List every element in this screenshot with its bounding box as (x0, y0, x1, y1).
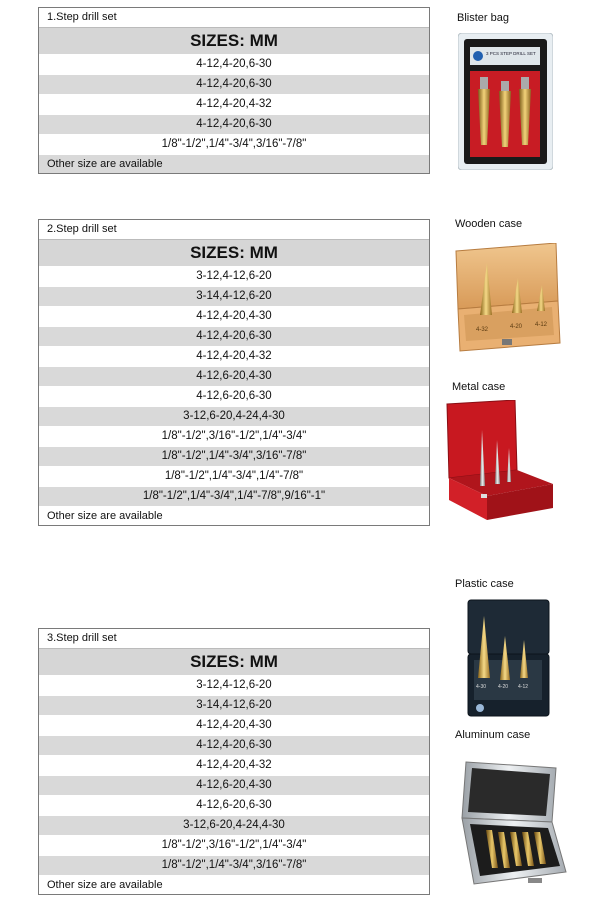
caption-aluminum-case: Aluminum case (455, 729, 531, 741)
caption-wooden-case: Wooden case (455, 218, 523, 230)
table-title: 3.Step drill set (47, 632, 117, 644)
table-footer: Other size are available (39, 154, 429, 173)
size-row: 3-12,6-20,4-24,4-30 (39, 406, 429, 426)
table-title: 2.Step drill set (47, 223, 117, 235)
size-row: 4-12,4-20,6-30 (39, 54, 429, 74)
table-footer: Other size are available (39, 875, 429, 894)
size-row: 4-12,4-20,6-30 (39, 326, 429, 346)
size-row: 1/8"-1/2",3/16"-1/2",1/4"-3/4" (39, 835, 429, 855)
wooden-case-image (452, 243, 562, 355)
size-row: 3-12,6-20,4-24,4-30 (39, 815, 429, 835)
size-row: 4-12,4-20,4-30 (39, 715, 429, 735)
plastic-mark-label: 4-12 (518, 684, 529, 690)
plastic-mark-label: 4-20 (498, 684, 509, 690)
size-row: 3-12,4-12,6-20 (39, 266, 429, 286)
size-row: 4-12,4-20,4-30 (39, 306, 429, 326)
size-row: 1/8"-1/2",1/4"-3/4",3/16"-7/8" (39, 134, 429, 154)
size-row: 1/8"-1/2",1/4"-3/4",1/4"-7/8",9/16"-1" (39, 486, 429, 506)
size-row: 4-12,6-20,6-30 (39, 386, 429, 406)
size-row: 4-12,4-20,4-32 (39, 755, 429, 775)
wood-mark-label: 4-20 (510, 324, 523, 330)
size-row: 4-12,6-20,4-30 (39, 775, 429, 795)
size-row: 1/8"-1/2",3/16"-1/2",1/4"-3/4" (39, 426, 429, 446)
size-row: 3-12,4-12,6-20 (39, 675, 429, 695)
table-footer: Other size are available (39, 506, 429, 525)
metal-case-image (445, 400, 555, 522)
size-row: 1/8"-1/2",1/4"-3/4",1/4"-7/8" (39, 466, 429, 486)
plastic-mark-label: 4-30 (476, 684, 487, 690)
size-row: 4-12,6-20,6-30 (39, 795, 429, 815)
size-row: 4-12,4-20,4-32 (39, 94, 429, 114)
sizes-header: SIZES: MM (39, 27, 429, 54)
blister-bag-image (458, 33, 553, 170)
size-row: 3-14,4-12,6-20 (39, 286, 429, 306)
sizes-header: SIZES: MM (39, 648, 429, 675)
wood-mark-label: 4-12 (535, 322, 548, 328)
caption-metal-case: Metal case (452, 381, 506, 393)
size-row: 4-12,4-20,6-30 (39, 74, 429, 94)
size-row: 4-12,4-20,4-32 (39, 346, 429, 366)
table-title: 1.Step drill set (47, 11, 117, 23)
size-row: 4-12,4-20,6-30 (39, 114, 429, 134)
caption-plastic-case: Plastic case (455, 578, 514, 590)
plastic-case-image (466, 598, 551, 718)
caption-blister-bag: Blister bag (457, 12, 509, 24)
blister-label-text: 3 PCS STEP DRILL SET (486, 51, 536, 56)
drill-set-table-3 (38, 628, 430, 895)
size-row: 1/8"-1/2",1/4"-3/4",3/16"-7/8" (39, 855, 429, 875)
drill-set-table-2 (38, 219, 430, 526)
size-row: 4-12,6-20,4-30 (39, 366, 429, 386)
size-row: 1/8"-1/2",1/4"-3/4",3/16"-7/8" (39, 446, 429, 466)
size-row: 4-12,4-20,6-30 (39, 735, 429, 755)
wood-mark-label: 4-32 (476, 327, 489, 333)
size-row: 3-14,4-12,6-20 (39, 695, 429, 715)
sizes-header: SIZES: MM (39, 239, 429, 266)
drill-set-table-1 (38, 7, 430, 174)
aluminum-case-image (456, 760, 568, 888)
